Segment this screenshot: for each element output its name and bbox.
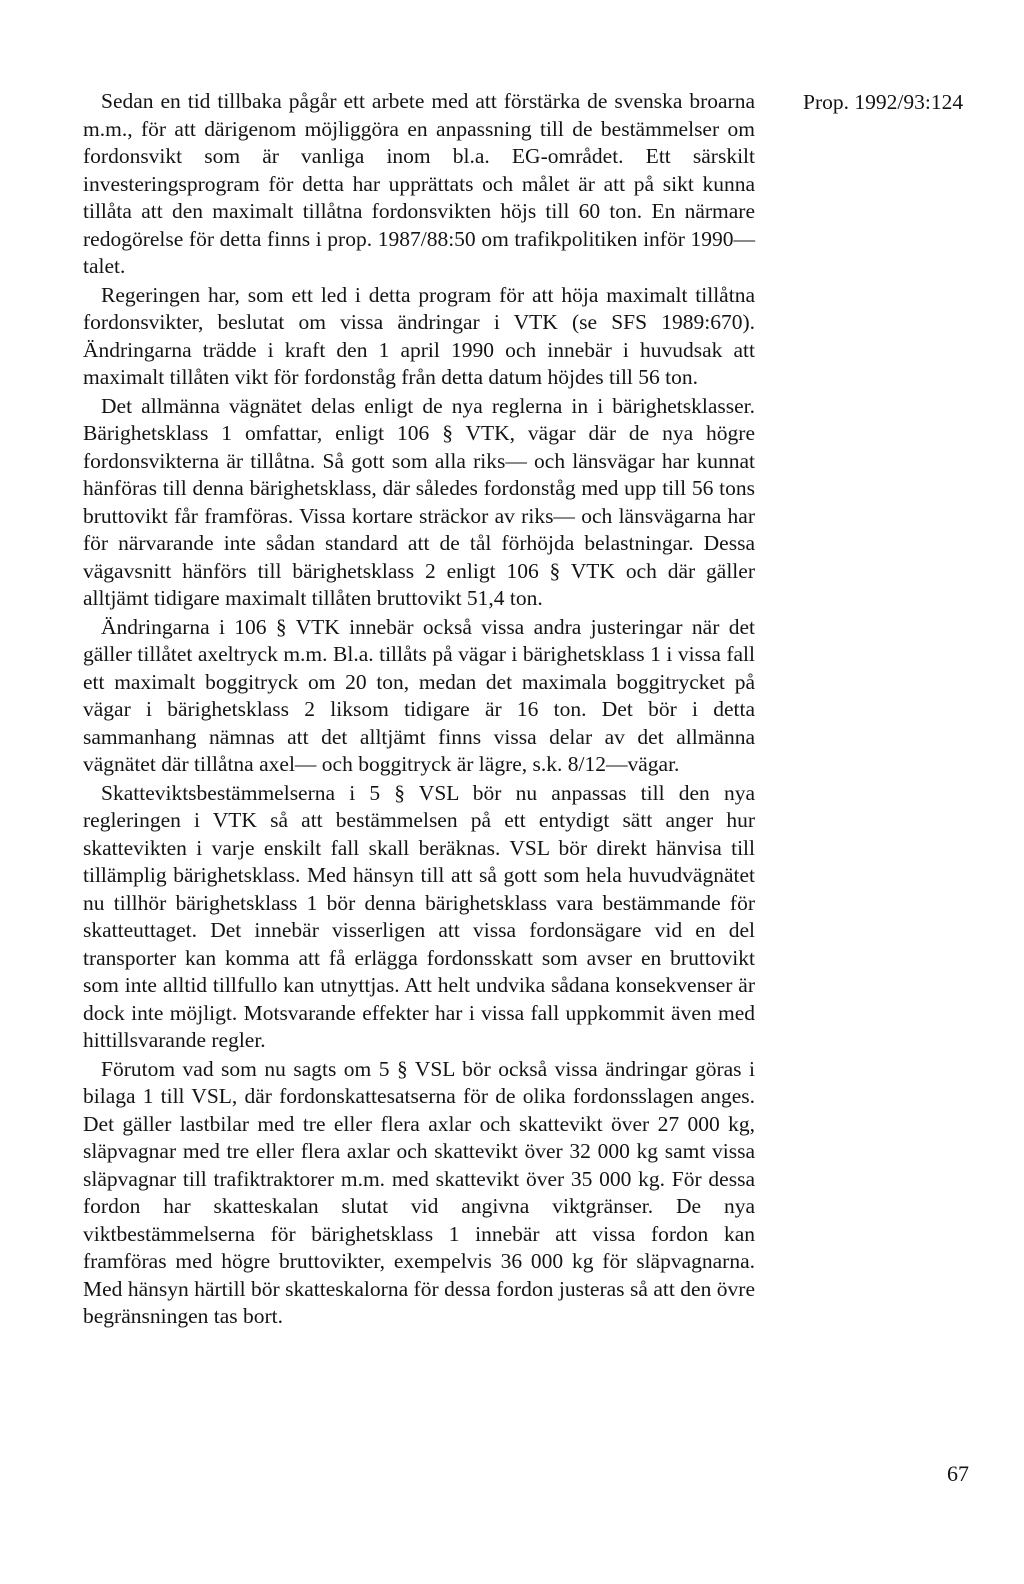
paragraph-axle-pressure: Ändringarna i 106 § VTK innebär också vissa andra justeringar när det gäller tillåtet axeltryck m.m. Bl.a. tillåts på vägar i bärighetsklass 1 i vissa fall ett maximalt boggitryck om 20 ton, medan det maximala boggitrycket på vägar i bärighetsklass 2 liksom tidigare är 16 ton. Det bör i detta sammanhang nämnas att det alltjämt finns vissa delar av det allmänna vägnätet där tillåtna axel— och boggitryck är lägre, s.k. 8/12—vägar. <box>83 614 755 776</box>
paragraph-tax-weight-rules: Skatteviktsbestämmelserna i 5 § VSL bör nu anpassas till den nya regleringen i VTK så att bestämmelsen på ett entydigt sätt anger hur skattevikten i varje enskilt fall skall beräknas. VSL bör direkt hänvisa till tillämplig bärighetsklass. Med hänsyn till att så gott som hela huvudvägnätet nu tillhör bärighetsklass 1 bör denna bärighetsklass vara bestämmande för skatteuttaget. Det innebär visserligen att vissa fordonsägare vid en del transporter kan komma att få erlägga fordonsskatt som avser en bruttovikt som inte alltid tillfullo kan utnyttjas. Att helt undvika sådana konsekvenser är dock inte möjligt. Motsvarande effekter har i vissa fall uppkommit även med hittillsvarande regler. <box>83 780 755 1052</box>
paragraph-bearing-classes: Det allmänna vägnätet delas enligt de nya reglerna in i bärighetsklasser. Bärighetsklass 1 omfattar, enligt 106 § VTK, vägar där de nya högre fordonsvikterna är tillåtna. Så gott som alla riks— och länsvägar har kunnat hänföras till denna bärighetsklass, där således fordonståg med upp till 56 tons bruttovikt får framföras. Vissa kortare sträckor av riks— och länsvägarna har för närvarande inte sådan standard att de tål förhöjda belastningar. Dessa vägavsnitt hänförs till bärighetsklass 2 enligt 106 § VTK och där gäller alltjämt tidigare maximalt tillåten bruttovikt 51,4 ton. <box>83 393 755 610</box>
paragraph-appendix-changes: Förutom vad som nu sagts om 5 § VSL bör också vissa ändringar göras i bilaga 1 till VSL, där fordonskattesatserna för de olika fordonsslagen anges. Det gäller lastbilar med tre eller flera axlar och skattevikt över 27 000 kg, släpvagnar med tre eller flera axlar och skattevikt över 32 000 kg samt vissa släpvagnar till trafiktraktorer m.m. med skattevikt över 35 000 kg. För dessa fordon har skatteskalan slutat vid angivna viktgränser. De nya viktbestämmelserna för bärighetsklass 1 innebär att vissa fordon kan framföras med högre bruttovikter, exempelvis 36 000 kg för släpvagnarna. Med hänsyn härtill bör skatteskalorna för dessa fordon justeras så att den övre begränsningen tas bort. <box>83 1056 755 1328</box>
page-number: 67 <box>947 1461 969 1486</box>
paragraph-government-decision: Regeringen har, som ett led i detta program för att höja maximalt tillåtna fordonsvikter, beslutat om vissa ändringar i VTK (se SFS 1989:670). Ändringarna trädde i kraft den 1 april 1990 och innebär i huvudsak att maximalt tillåten vikt för fordonståg från detta datum höjdes till 56 ton. <box>83 282 755 389</box>
proposition-reference: Prop. 1992/93:124 <box>803 90 964 114</box>
paragraph-bridges: Sedan en tid tillbaka pågår ett arbete med att förstärka de svenska broarna m.m., för att därigenom möjliggöra en anpassning till de bestämmelser om fordonsvikt som är vanliga inom bl.a. EG-området. Ett särskilt investeringsprogram för detta har upprättats och målet är att på sikt kunna tillåta att den maximalt tillåtna fordonsvikten höjs till 60 ton. En närmare redogörelse för detta finns i prop. 1987/88:50 om trafikpolitiken inför 1990—talet. <box>83 89 755 278</box>
body-text <box>83 88 755 1332</box>
